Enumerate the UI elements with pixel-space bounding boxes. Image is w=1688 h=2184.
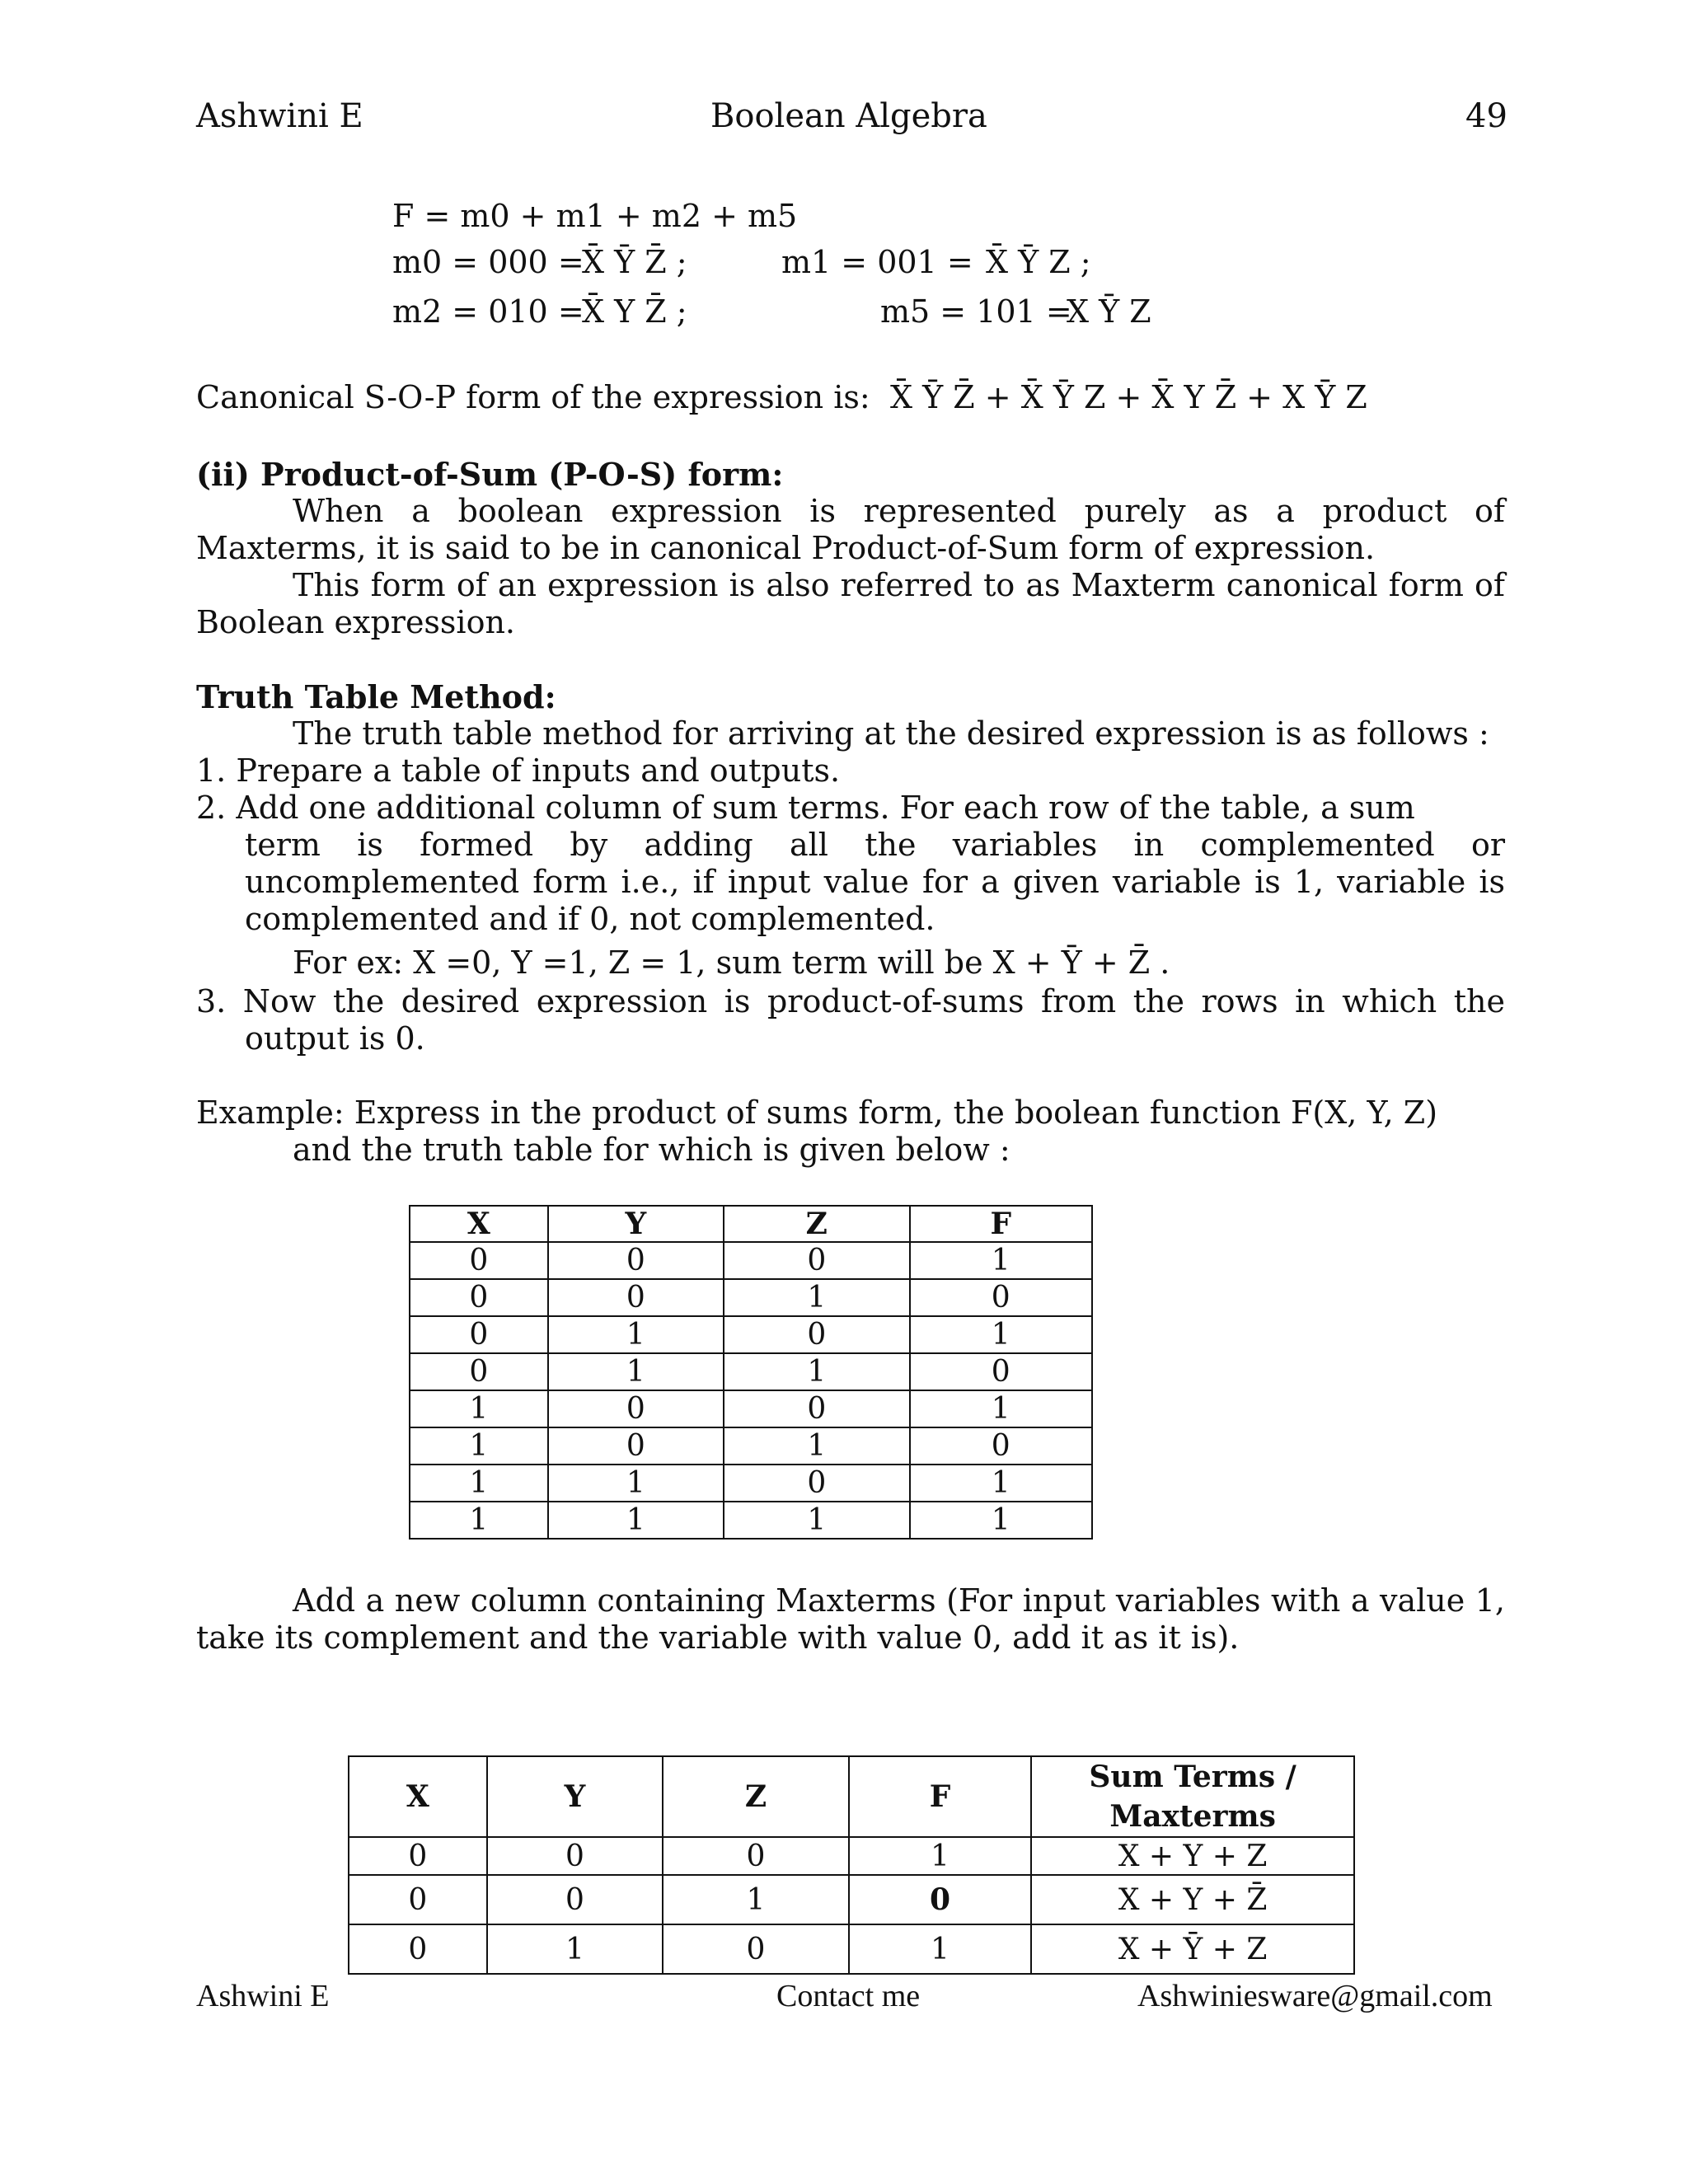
cell: 0: [724, 1242, 909, 1279]
table-row: [410, 1353, 1092, 1390]
m0-expr: X̄ Ȳ Z̄ ;: [582, 244, 687, 280]
cell: 0: [910, 1353, 1092, 1390]
header-x: X: [410, 1206, 548, 1242]
table-row: [410, 1502, 1092, 1539]
header-y: Y: [487, 1756, 663, 1837]
cell: 0: [349, 1837, 487, 1875]
example-line-1: Example: Express in the product of sums form, the boolean function F(X, Y, Z): [196, 1094, 1438, 1131]
step-2-rest: term is formed by adding all the variables in complemented or uncomplemented form i.e., if input value for a given variable is 1, variable is complemented and if 0, not complemented.: [245, 827, 1505, 937]
cell: 1: [410, 1390, 548, 1427]
sum-term-example: For ex: X =0, Y =1, Z = 1, sum term will be X + Ȳ + Z̄ .: [293, 944, 1170, 981]
cell: 0: [349, 1924, 487, 1974]
cell: 0: [548, 1279, 724, 1316]
truth-table-header: [410, 1206, 1092, 1242]
header-x: X: [349, 1756, 487, 1837]
table-row: [410, 1427, 1092, 1465]
maxterm-cell: X + Y + Z̄: [1031, 1875, 1354, 1924]
cell: 1: [849, 1837, 1032, 1875]
m2-expr: X̄ Y Z̄ ;: [582, 293, 687, 330]
canonical-sop-label: Canonical S-O-P form of the expression is:: [196, 379, 870, 415]
add-maxterm-column-text: Add a new column containing Maxterms (For input variables with a value 1, take its complement and the variable with value 0, add it as it is).: [196, 1582, 1505, 1656]
truth-table-method-heading: Truth Table Method:: [196, 678, 556, 715]
header-sum-terms: Sum Terms / Maxterms: [1031, 1756, 1354, 1837]
cell: 1: [910, 1390, 1092, 1427]
maxterm-cell: X + Ȳ + Z: [1031, 1924, 1354, 1974]
cell: 0: [849, 1875, 1032, 1924]
cell: 0: [410, 1242, 548, 1279]
cell: 1: [910, 1465, 1092, 1502]
example-line-2: and the truth table for which is given below :: [293, 1132, 1010, 1168]
cell: 1: [724, 1353, 909, 1390]
table-row: [410, 1390, 1092, 1427]
maxterm-cell: X + Y + Z: [1031, 1837, 1354, 1875]
footer-author: Ashwini E: [196, 1979, 330, 2013]
header-y: Y: [548, 1206, 724, 1242]
m5-expr: X Ȳ Z: [1067, 293, 1151, 330]
step-1: 1. Prepare a table of inputs and outputs.: [196, 752, 841, 789]
cell: 1: [910, 1242, 1092, 1279]
pos-heading: (ii) Product-of-Sum (P-O-S) form:: [196, 456, 784, 493]
cell: 1: [724, 1427, 909, 1465]
cell: 0: [910, 1279, 1092, 1316]
step-2-first-line: 2. Add one additional column of sum terms. For each row of the table, a sum: [196, 790, 1415, 826]
cell: 1: [410, 1427, 548, 1465]
cell: 0: [487, 1875, 663, 1924]
m5-label: m5 = 101 =: [880, 293, 1072, 330]
method-intro: The truth table method for arriving at the desired expression is as follows :: [293, 715, 1489, 752]
f-minterm-sum: F = m0 + m1 + m2 + m5: [392, 198, 798, 234]
maxterm-table-header: [349, 1756, 1354, 1837]
cell: 1: [849, 1924, 1032, 1974]
cell: 0: [548, 1242, 724, 1279]
cell: 0: [663, 1924, 849, 1974]
m0-label: m0 = 000 =: [392, 244, 584, 280]
cell: 0: [410, 1316, 548, 1353]
pos-paragraph-2: This form of an expression is also referred to as Maxterm canonical form of Boolean expression.: [196, 567, 1505, 640]
cell: 1: [910, 1316, 1092, 1353]
m1-label: m1 = 001 =: [781, 244, 973, 280]
page-number: 49: [1465, 97, 1507, 135]
header-title: Boolean Algebra: [710, 97, 987, 135]
cell: 0: [663, 1837, 849, 1875]
cell: 1: [548, 1316, 724, 1353]
cell: 0: [410, 1353, 548, 1390]
cell: 0: [910, 1427, 1092, 1465]
pos-paragraph-1: When a boolean expression is represented purely as a product of Maxterms, it is said to be in canonical Product-of-Sum form of expression.: [196, 493, 1505, 566]
canonical-sop-expr: X̄ Ȳ Z̄ + X̄ Ȳ Z + X̄ Y Z̄ + X Ȳ Z: [890, 379, 1367, 415]
step-3: 3. Now the desired expression is product-of-sums from the rows in which the output is 0.: [196, 983, 1505, 1057]
m2-label: m2 = 010 =: [392, 293, 584, 330]
cell: 0: [349, 1875, 487, 1924]
cell: 1: [548, 1502, 724, 1539]
table-row: [349, 1837, 1354, 1875]
header-author: Ashwini E: [196, 97, 363, 135]
footer-email[interactable]: Ashwiniesware@gmail.com: [1137, 1979, 1493, 2013]
cell: 1: [410, 1465, 548, 1502]
footer-contact: Contact me: [776, 1979, 921, 2013]
cell: 1: [663, 1875, 849, 1924]
cell: 0: [724, 1390, 909, 1427]
cell: 0: [548, 1390, 724, 1427]
header-f: F: [849, 1756, 1032, 1837]
header-z: Z: [724, 1206, 909, 1242]
cell: 1: [410, 1502, 548, 1539]
m1-expr: X̄ Ȳ Z ;: [986, 244, 1091, 280]
table-row: [349, 1924, 1354, 1974]
cell: 1: [487, 1924, 663, 1974]
cell: 1: [548, 1353, 724, 1390]
maxterm-table: [348, 1755, 1355, 1975]
table-row: [410, 1465, 1092, 1502]
header-f: F: [910, 1206, 1092, 1242]
table-row: [349, 1875, 1354, 1924]
cell: 1: [548, 1465, 724, 1502]
table-row: [410, 1279, 1092, 1316]
header-z: Z: [663, 1756, 849, 1837]
cell: 1: [724, 1502, 909, 1539]
cell: 1: [910, 1502, 1092, 1539]
cell: 0: [548, 1427, 724, 1465]
cell: 0: [724, 1465, 909, 1502]
truth-table: [409, 1205, 1093, 1540]
table-row: [410, 1316, 1092, 1353]
cell: 0: [487, 1837, 663, 1875]
cell: 0: [724, 1316, 909, 1353]
cell: 1: [724, 1279, 909, 1316]
cell: 0: [410, 1279, 548, 1316]
table-row: [410, 1242, 1092, 1279]
